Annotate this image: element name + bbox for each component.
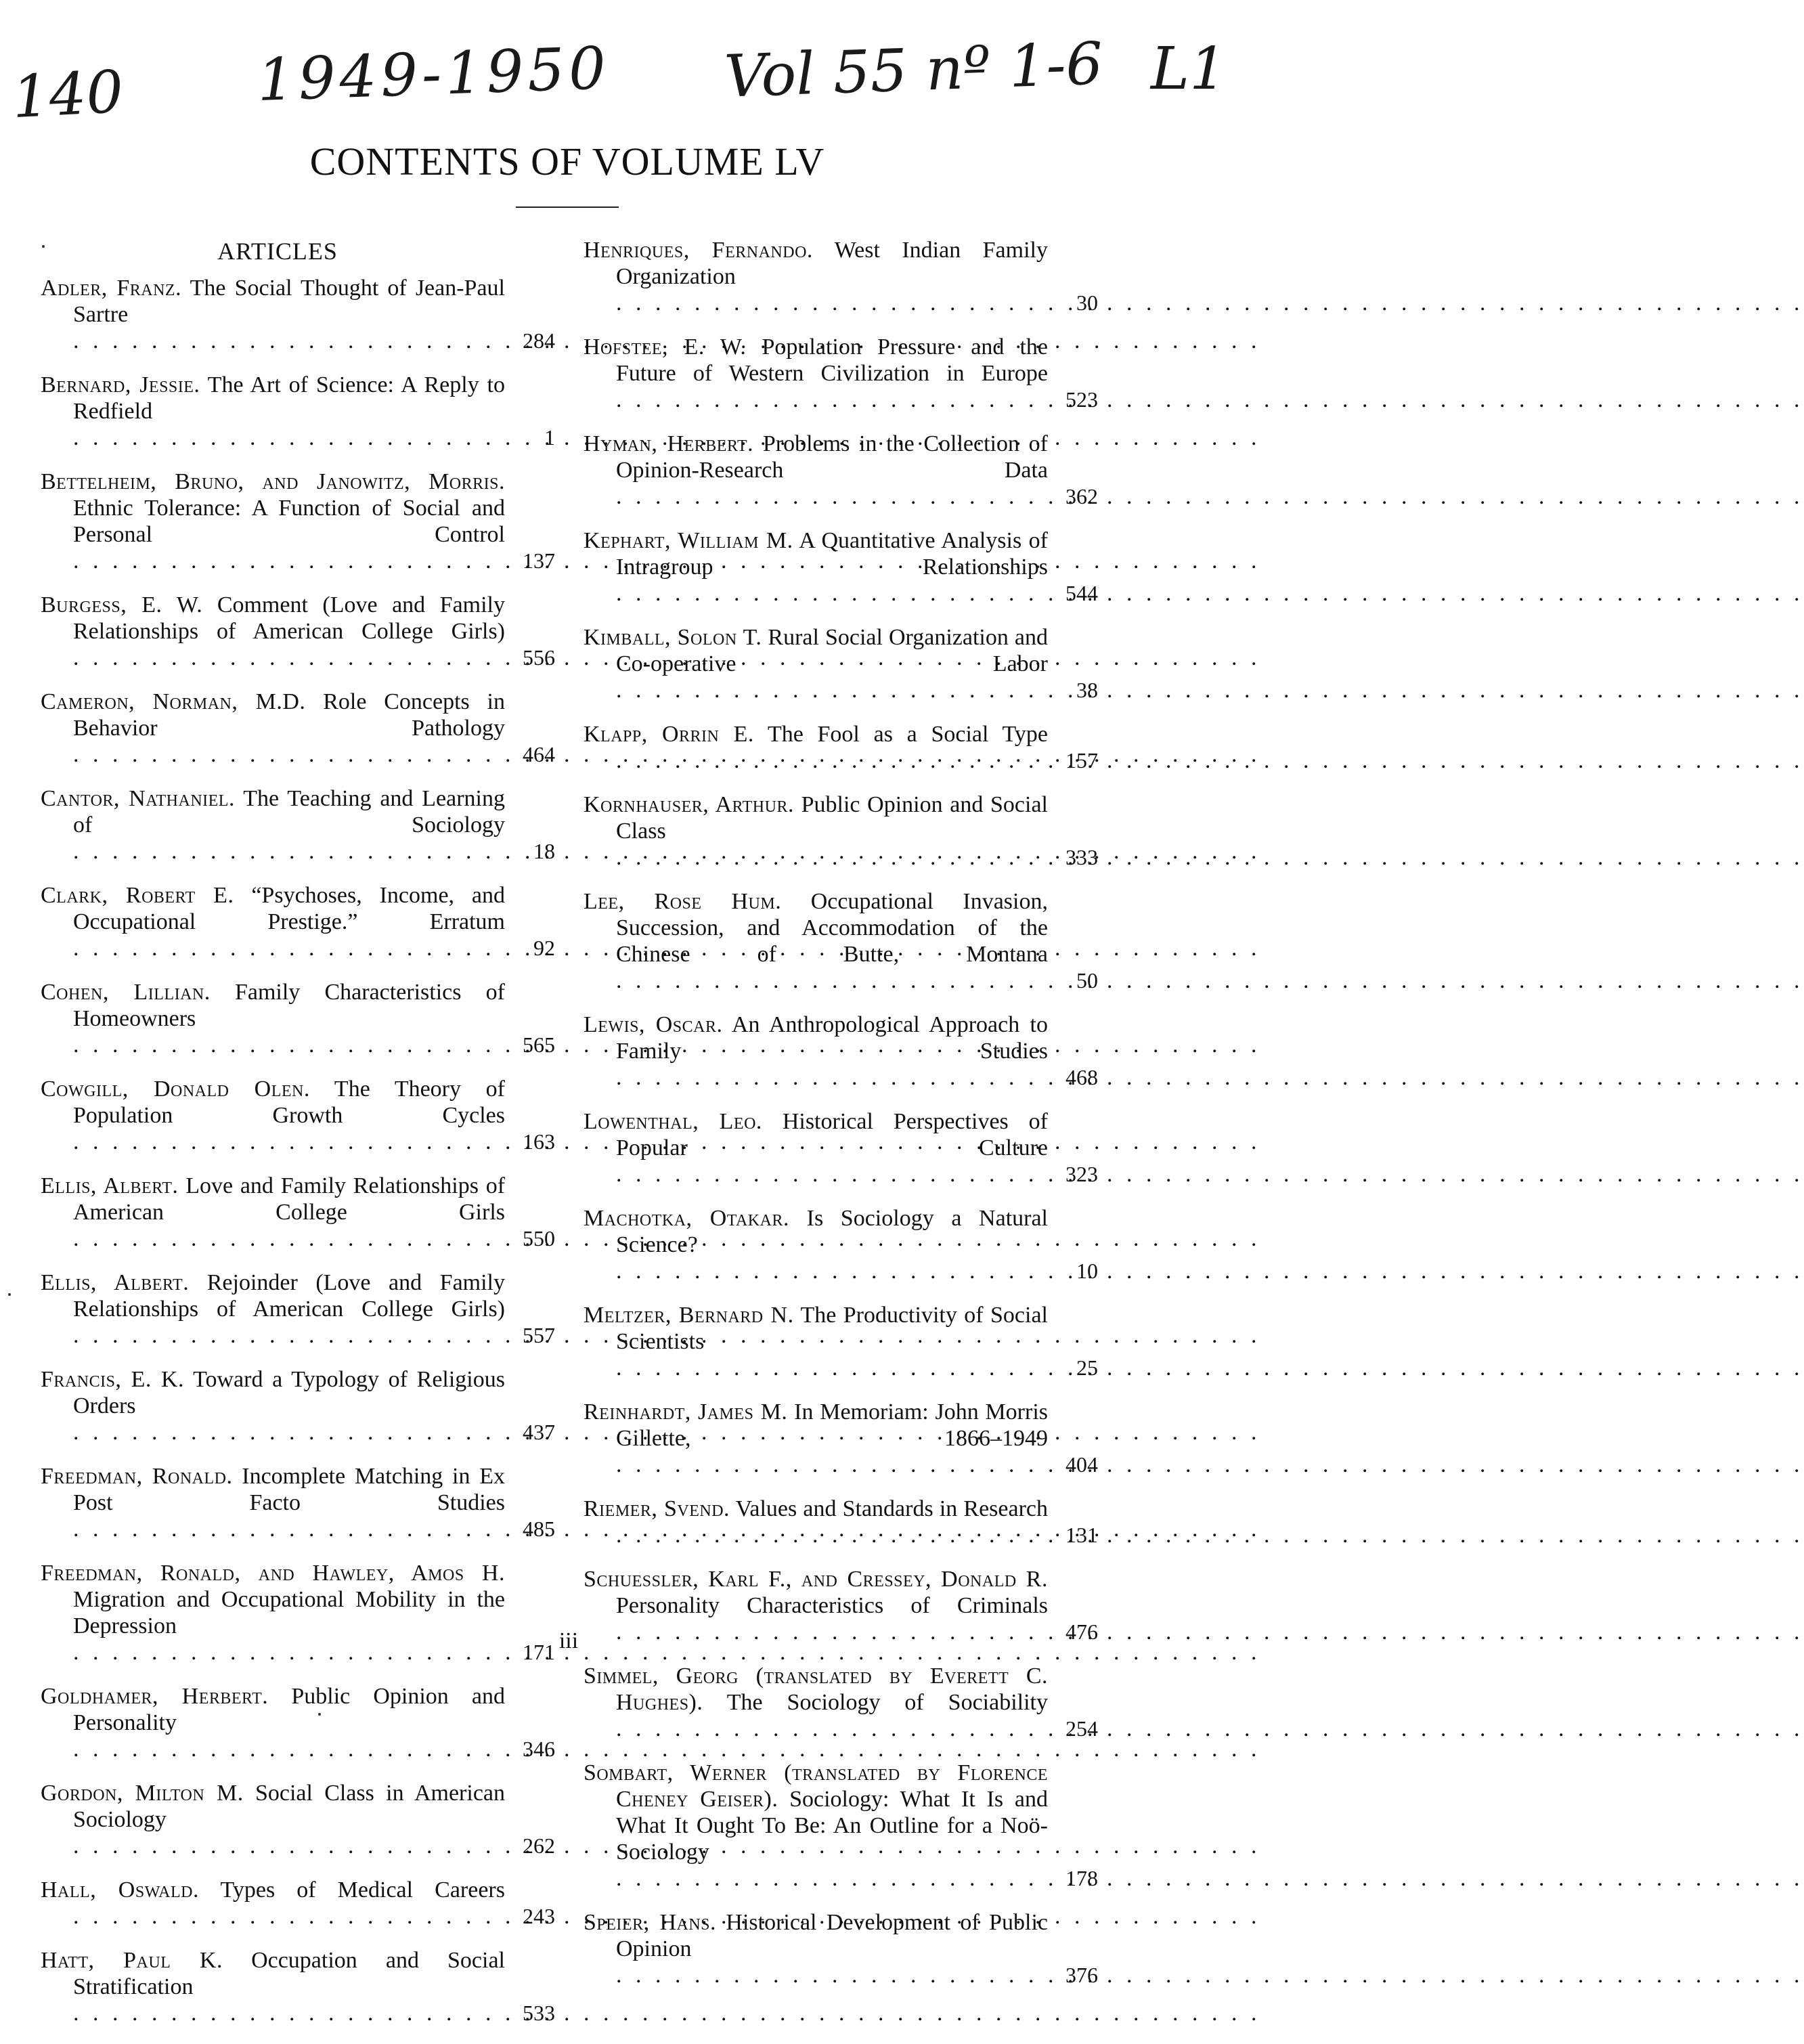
- toc-entry-text: [41, 1269, 505, 1349]
- toc-entry-title: Values and Standards in Research: [735, 1496, 1048, 1521]
- toc-entry-author: Klapp, Orrin E.: [584, 722, 754, 747]
- toc-entry-title: Types of Medical Careers: [220, 1877, 505, 1902]
- toc-entry-author: Bettelheim, Bruno, and Janowitz, Morris.: [41, 469, 505, 494]
- toc-entry: [41, 1780, 555, 1859]
- toc-entry: [41, 1463, 555, 1542]
- toc-entry-page: 25: [1076, 1355, 1098, 1380]
- toc-entry: [584, 334, 1098, 413]
- toc-entry-title: The Sociology of Sociability: [726, 1690, 1048, 1715]
- toc-entry-title: In Memoriam: John Morris Gillette, 1866–1949: [616, 1399, 1048, 1451]
- toc-entry-text: [41, 1683, 505, 1762]
- toc-entry-author: Bernard, Jessie.: [41, 372, 200, 397]
- toc-entry-page: 376: [1065, 1963, 1098, 1987]
- toc-entry-page: 10: [1076, 1259, 1098, 1283]
- toc-entry-title: Is Sociology a Natural Science?: [616, 1206, 1048, 1257]
- toc-entry-author: Lee, Rose Hum.: [584, 889, 782, 914]
- toc-entry-author: Hofstee, E. W.: [584, 334, 747, 360]
- toc-entry: [41, 979, 555, 1058]
- toc-entry-page: 346: [523, 1737, 555, 1761]
- toc-entry-title: An Anthropological Approach to Family Studies: [616, 1012, 1048, 1064]
- right-column: [584, 237, 1098, 2006]
- toc-entry-text: [41, 1780, 505, 1859]
- toc-entry-author: Cohen, Lillian.: [41, 980, 211, 1005]
- toc-entry-author: Henriques, Fernando.: [584, 238, 813, 263]
- toc-entry-text: [584, 1205, 1048, 1284]
- section-heading: ARTICLES: [217, 238, 338, 265]
- toc-entry-author: Adler, Franz.: [41, 276, 182, 301]
- toc-entry-text: [41, 689, 505, 768]
- toc-entry: [41, 1366, 555, 1445]
- toc-entry-page: 404: [1065, 1452, 1098, 1477]
- toc-entry-page: 523: [1065, 387, 1098, 412]
- toc-entry-page: 565: [523, 1032, 555, 1057]
- toc-entry: [584, 1909, 1098, 1988]
- title-divider: [516, 206, 619, 208]
- toc-entry-author: Ellis, Albert.: [41, 1173, 179, 1198]
- handwritten-volume-note: Vol 55 nº 1-6: [723, 30, 1104, 111]
- toc-entry: [41, 275, 555, 354]
- toc-entry-author: Cantor, Nathaniel.: [41, 786, 235, 811]
- toc-entry-text: [584, 1496, 1048, 1548]
- toc-entry-page: 533: [523, 2001, 555, 2025]
- toc-entry-page: 262: [523, 1833, 555, 1858]
- toc-entry-page: 437: [523, 1420, 555, 1444]
- toc-entry-text: [41, 1366, 505, 1445]
- toc-entry-text: [41, 469, 505, 574]
- toc-entry-title: Rejoinder (Love and Family Relationships of American College Girls): [73, 1270, 506, 1322]
- right-entry-list: [584, 237, 1098, 1988]
- toc-entry-page: 556: [523, 645, 555, 670]
- scan-speck: [8, 1293, 11, 1296]
- toc-entry-text: [584, 791, 1048, 871]
- toc-entry-title: Comment (Love and Family Relationships of American College Girls): [73, 592, 505, 644]
- toc-entry-text: [584, 721, 1048, 774]
- toc-entry-page: 137: [523, 548, 555, 573]
- toc-entry-title: Migration and Occupational Mobility in the Depression: [73, 1587, 505, 1638]
- toc-entry-text: [584, 624, 1048, 703]
- toc-entry-author: Kornhauser, Arthur.: [584, 792, 794, 817]
- toc-entry-text: [584, 1012, 1048, 1091]
- toc-entry-title: Historical Perspectives of Popular Culture: [616, 1109, 1048, 1160]
- toc-entry-page: 30: [1076, 290, 1098, 315]
- toc-entry-author: Sombart, Werner (translated by Florence Cheney Geiser).: [584, 1760, 1048, 1812]
- toc-entry-author: Lowenthal, Leo.: [584, 1109, 762, 1134]
- toc-entry-author: Cameron, Norman, M.D.: [41, 689, 306, 714]
- toc-entry: [584, 888, 1098, 994]
- toc-entry-text: [41, 785, 505, 865]
- toc-entry-text: [584, 527, 1048, 607]
- toc-entry-page: 1: [544, 425, 555, 450]
- toc-entry-title: Historical Development of Public Opinion: [616, 1910, 1048, 1961]
- toc-entry-page: 362: [1065, 484, 1098, 508]
- toc-entry-page: 468: [1065, 1065, 1098, 1089]
- toc-entry-title: The Art of Science: A Reply to Redfield: [73, 372, 505, 424]
- toc-entry-title: West Indian Family Organization: [616, 238, 1048, 289]
- toc-entry-title: The Theory of Population Growth Cycles: [73, 1077, 505, 1128]
- toc-entry-author: Cowgill, Donald Olen.: [41, 1077, 310, 1102]
- toc-entry-text: [41, 275, 505, 354]
- toc-entry-title: A Quantitative Analysis of Intragroup Relationships: [616, 528, 1049, 580]
- toc-entry-page: 476: [1065, 1619, 1098, 1644]
- toc-entry-author: Kimball, Solon T.: [584, 625, 762, 650]
- toc-entry-title: Toward a Typology of Religious Orders: [73, 1367, 505, 1418]
- toc-entry: [41, 372, 555, 451]
- handwritten-annotations: [0, 27, 1227, 142]
- toc-entry-text: [584, 888, 1048, 994]
- toc-entry-text: [584, 1399, 1048, 1478]
- toc-entry-author: Simmel, Georg (translated by Everett C. Hughes).: [584, 1664, 1048, 1715]
- toc-entry-page: 92: [533, 936, 555, 960]
- toc-entry-title: The Teaching and Learning of Sociology: [73, 786, 505, 838]
- toc-entry-title: Public Opinion and Personality: [73, 1684, 505, 1735]
- toc-entry-page: 171: [523, 1640, 555, 1664]
- handwritten-call-number: 140: [10, 58, 125, 132]
- toc-entry: [41, 1076, 555, 1155]
- toc-entry-page: 550: [523, 1226, 555, 1251]
- toc-entry-text: [584, 431, 1048, 510]
- toc-entry-title: Public Opinion and Social Class: [616, 792, 1048, 844]
- toc-entry-page: 464: [523, 742, 555, 766]
- toc-entry-author: Hyman, Herbert.: [584, 431, 754, 456]
- toc-entry-title: Problems in the Collection of Opinion-Research Data: [616, 431, 1048, 483]
- toc-entry: [584, 624, 1098, 703]
- toc-entry-text: [584, 1663, 1048, 1742]
- toc-entry-title: Population Pressure and the Future of Western Civilization in Europe: [616, 334, 1049, 386]
- toc-entry: [41, 469, 555, 574]
- toc-entry-text: [584, 237, 1048, 316]
- toc-entry-text: [41, 1173, 505, 1252]
- toc-entry-author: Freedman, Ronald, and Hawley, Amos H.: [41, 1561, 505, 1586]
- toc-entry-title: Incomplete Matching in Ex Post Facto Studies: [73, 1464, 505, 1515]
- toc-entry-title: Sociology: What It Is and What It Ought To Be: An Outline for a Noö-Sociology: [616, 1787, 1048, 1865]
- toc-entry-page: 544: [1065, 581, 1098, 605]
- toc-entry-text: [584, 1909, 1048, 1988]
- toc-entry: [41, 592, 555, 671]
- toc-entry-title: Role Concepts in Behavior Pathology: [73, 689, 506, 741]
- toc-entry: [584, 1205, 1098, 1284]
- toc-entry-page: 485: [523, 1517, 555, 1541]
- toc-entry-title: “Psychoses, Income, and Occupational Prestige.” Erratum: [73, 883, 506, 934]
- toc-entry: [584, 1496, 1098, 1548]
- toc-entry-title: Social Class in American Sociology: [73, 1781, 505, 1832]
- toc-entry-author: Speier, Hans.: [584, 1910, 717, 1935]
- toc-entry-author: Freedman, Ronald.: [41, 1464, 233, 1489]
- toc-entry: [584, 791, 1098, 871]
- toc-entry-text: [584, 1760, 1048, 1892]
- toc-entry-text: [41, 1877, 505, 1930]
- toc-entry-page: 163: [523, 1129, 555, 1154]
- toc-entry: [41, 689, 555, 768]
- toc-entry-title: Ethnic Tolerance: A Function of Social and Personal Control: [73, 496, 505, 547]
- toc-entry-page: 323: [1065, 1162, 1098, 1186]
- toc-entry-page: 38: [1076, 678, 1098, 702]
- toc-entry-author: Francis, E. K.: [41, 1367, 185, 1392]
- toc-entry-title: Family Characteristics of Homeowners: [73, 980, 506, 1031]
- toc-entry-title: Occupation and Social Stratification: [73, 1948, 505, 1999]
- toc-entry-page: 557: [523, 1323, 555, 1347]
- scan-speck: [318, 1713, 321, 1716]
- toc-entry-page: 178: [1065, 1866, 1098, 1890]
- toc-entry: [584, 1663, 1098, 1742]
- toc-entry-page: 157: [1065, 748, 1098, 773]
- toc-entry: [41, 785, 555, 865]
- toc-entry-title: Rural Social Organization and Co-operative Labor: [616, 625, 1049, 676]
- toc-entry-page: 18: [533, 839, 555, 863]
- toc-entry-author: Ellis, Albert.: [41, 1270, 190, 1295]
- toc-entry-text: [41, 1463, 505, 1542]
- toc-entry-text: [41, 1076, 505, 1155]
- toc-entry-text: [41, 979, 505, 1058]
- toc-entry-title: Occupational Invasion, Succession, and Accommodation of the Chinese of Butte, Montana: [616, 889, 1048, 967]
- handwritten-years: 1949-1950: [256, 34, 611, 115]
- toc-entry-title: The Fool as a Social Type: [767, 722, 1049, 747]
- toc-entry-page: 333: [1065, 845, 1098, 869]
- toc-entry-author: Burgess, E. W.: [41, 592, 203, 617]
- toc-entry: [41, 1877, 555, 1930]
- toc-entry: [584, 527, 1098, 607]
- toc-entry-author: Reinhardt, James M.: [584, 1399, 788, 1425]
- toc-entry-author: Riemer, Svend.: [584, 1496, 730, 1521]
- toc-entry-author: Schuessler, Karl F., and Cressey, Donald R.: [584, 1567, 1048, 1592]
- toc-entry: [41, 1683, 555, 1762]
- toc-entry-author: Hatt, Paul K.: [41, 1948, 223, 1973]
- toc-entry: [41, 1173, 555, 1252]
- toc-entry: [584, 237, 1098, 316]
- toc-entry-author: Lewis, Oscar.: [584, 1012, 723, 1037]
- toc-entry: [584, 1760, 1098, 1892]
- toc-entry-page: 131: [1065, 1523, 1098, 1547]
- toc-entry-author: Clark, Robert E.: [41, 883, 234, 908]
- toc-entry: [41, 882, 555, 961]
- toc-entry-author: Meltzer, Bernard N.: [584, 1303, 794, 1328]
- handwritten-mark: L1: [1151, 35, 1227, 103]
- toc-entry-title: Love and Family Relationships of American College Girls: [73, 1173, 506, 1225]
- toc-entry: [41, 1947, 555, 2026]
- toc-entry: [584, 1302, 1098, 1381]
- page-title: CONTENTS OF VOLUME LV: [309, 139, 825, 183]
- toc-entry: [584, 1399, 1098, 1478]
- toc-entry-text: [584, 1302, 1048, 1381]
- toc-entry-text: [41, 372, 505, 451]
- toc-entry-title: The Social Thought of Jean-Paul Sartre: [73, 276, 505, 327]
- toc-entry-text: [41, 1947, 505, 2026]
- toc-entry-author: Gordon, Milton M.: [41, 1781, 244, 1806]
- toc-entry-page: 50: [1076, 968, 1098, 993]
- toc-entry-text: [41, 592, 505, 671]
- toc-entry-page: 284: [523, 328, 555, 353]
- toc-entry-author: Kephart, William M.: [584, 528, 793, 553]
- toc-entry: [584, 431, 1098, 510]
- toc-entry-title: The Productivity of Social Scientists: [616, 1303, 1048, 1354]
- toc-entry: [584, 721, 1098, 774]
- toc-entry-text: [41, 882, 505, 961]
- toc-entry: [41, 1269, 555, 1349]
- left-column: [41, 237, 555, 2044]
- toc-entry-page: 243: [523, 1904, 555, 1928]
- left-entry-list: [41, 275, 555, 2026]
- toc-entry-text: [584, 1108, 1048, 1188]
- toc-entry: [584, 1108, 1098, 1188]
- toc-entry: [584, 1012, 1098, 1091]
- page-folio: iii: [558, 1628, 579, 1653]
- toc-entry-text: [584, 334, 1048, 413]
- toc-entry-title: Personality Characteristics of Criminals: [616, 1593, 1048, 1618]
- scan-speck: [42, 245, 45, 248]
- toc-entry-author: Machotka, Otakar.: [584, 1206, 789, 1231]
- toc-entry-author: Goldhamer, Herbert.: [41, 1684, 269, 1709]
- toc-entry-page: 254: [1065, 1716, 1098, 1741]
- toc-entry-author: Hall, Oswald.: [41, 1877, 200, 1902]
